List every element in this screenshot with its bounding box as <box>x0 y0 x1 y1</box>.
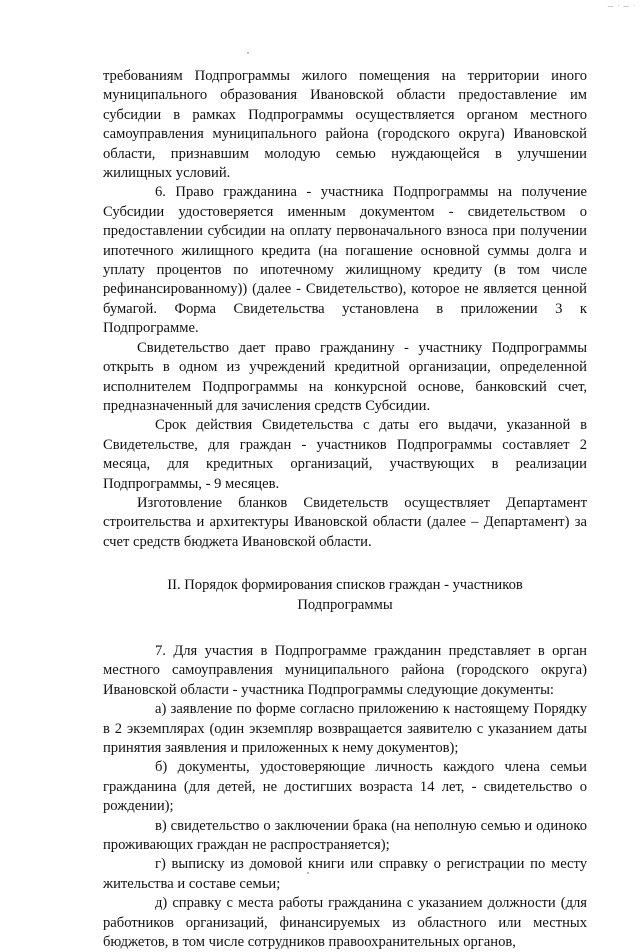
paragraph-certificate-right: Свидетельство дает право гражданину - участнику Подпрограммы открыть в одном из учреждений кредитной организации, определенной исполнителем Подпрограммы на конкурсной основе, банковский счет, предназначенный для зачисления средств Субсидии. <box>103 339 587 414</box>
paragraph-blank-production: Изготовление бланков Свидетельств осуществляет Департамент строительства и архитектуры Ивановской области (далее – Департамент) за счет средств бюджета Ивановской области. <box>103 494 587 550</box>
section-heading-line1: II. Порядок формирования списков граждан - участников <box>167 577 523 594</box>
list-item-a: а) заявление по форме согласно приложению к настоящему Порядку в 2 экземплярах (один экземпляр возвращается заявителю с указанием даты принятия заявления и приложенных к нему документов); <box>103 701 587 756</box>
section-heading <box>103 576 587 615</box>
list-item-b: б) документы, удостоверяющие личность каждого члена семьи гражданина (для детей, не достигших возраста 14 лет, - свидетельство о рождении); <box>103 759 587 815</box>
paragraph-7: 7. Для участия в Подпрограмме гражданин представляет в орган местного самоуправления муниципального района (городского округа) Ивановской области - участника Подпрограммы следующие документы: <box>103 642 587 698</box>
section-heading-line2: Подпрограммы <box>297 596 393 613</box>
paragraph-continuation: требованиям Подпрограммы жилого помещения на территории иного муниципального образования Ивановской области предоставление им субсидии в рамках Подпрограммы осуществляется органом местного самоуправления муниципального района (городского округа) Ивановской области, признавшим молодую семью нуждающейся в улучшении жилищных условий. <box>103 68 587 182</box>
paragraph-6: 6. Право гражданина - участника Подпрограммы на получение Субсидии удостоверяется именным документом - свидетельством о предоставлении субсидии на оплату первоначального взноса при получении ипотечного жилищного кредита (на погашение основной суммы долга и уплату процентов по ипотечному жилищному кредиту (в том числе рефинансированному)) (далее - Свидетельство), которое не является ценной бумагой. Форма Свидетельства установлена в приложении 3 к Подпрограмме. <box>103 184 587 337</box>
list-item-d: д) справку с места работы гражданина с указанием должности (для работников организаций, финансируемых из областного или местных бюджетов, в том числе сотрудников правоохранительных органов, <box>103 895 587 951</box>
paragraph-certificate-validity: Срок действия Свидетельства с даты его выдачи, указанной в Свидетельстве, для граждан - участников Подпрограммы составляет 2 месяца, для кредитных организаций, участвующих в реализации Подпрограммы, - 9 месяцев. <box>103 417 587 492</box>
list-item-g: г) выписку из домовой книги или справку о регистрации по месту жительства и составе семьи; <box>103 856 587 892</box>
list-item-v: в) свидетельство о заключении брака (на неполную семью и одиноко проживающих граждан не распространяется); <box>103 817 587 854</box>
scan-speck <box>247 52 249 54</box>
document-page <box>103 67 587 952</box>
corner-mark: — · — · <box>607 3 636 10</box>
